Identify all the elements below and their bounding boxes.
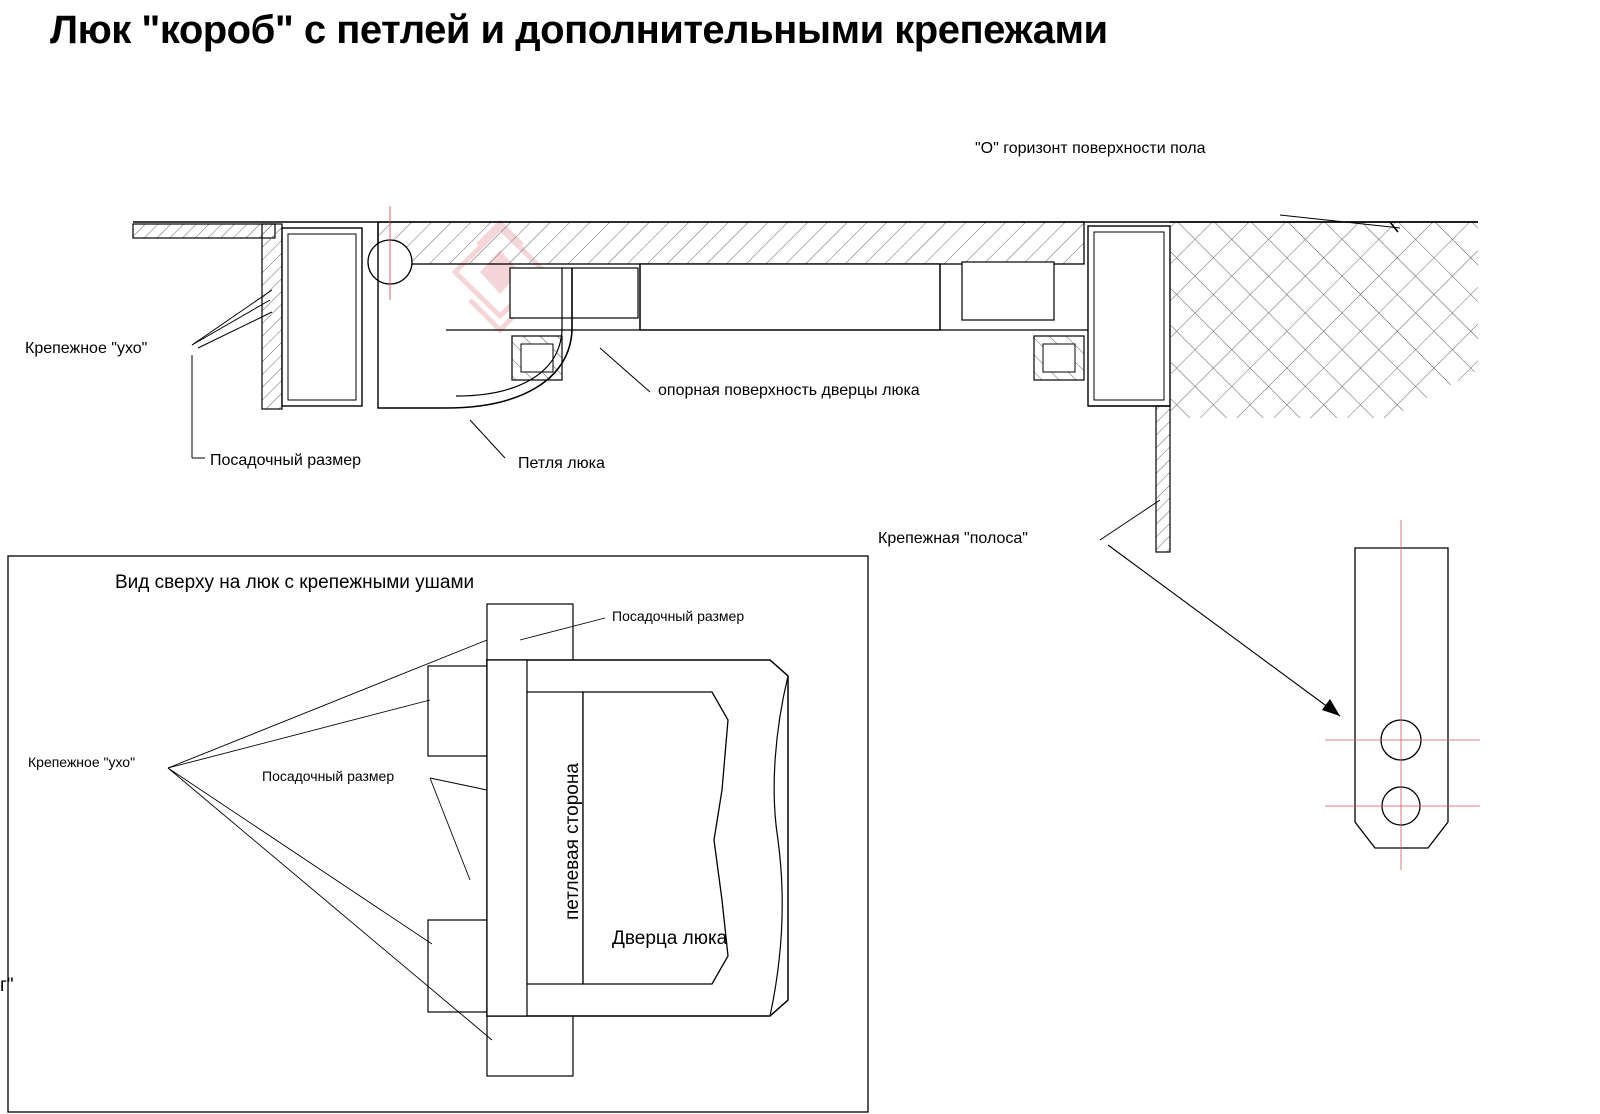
cross-section-view xyxy=(133,206,1478,552)
label-fastening-ear-section: Крепежное "ухо" xyxy=(25,340,148,357)
label-floor-level: "О" горизонт поверхности пола xyxy=(975,140,1206,157)
label-seat-size-topview-1: Посадочный размер xyxy=(612,608,745,624)
label-hinge: Петля люка xyxy=(518,455,605,472)
top-view-caption: Вид сверху на люк с крепежными ушами xyxy=(115,572,475,593)
label-fastening-strip: Крепежная "полоса" xyxy=(878,530,1028,547)
page-title: Люк "короб" с петлей и дополнительными крепежами xyxy=(50,8,1108,52)
label-hinge-side: петлевая сторона xyxy=(562,763,583,920)
label-seat-size-section: Посадочный размер xyxy=(210,452,361,469)
label-seat-size-topview-2: Посадочный размер xyxy=(262,768,395,784)
label-clipped-edge: г" xyxy=(0,975,14,996)
fastening-ear-detail xyxy=(1108,520,1480,870)
label-support-surface: опорная поверхность дверцы люка xyxy=(658,382,920,399)
label-fastening-ear-topview: Крепежное "ухо" xyxy=(28,754,136,770)
top-view-panel xyxy=(8,556,868,1112)
label-hatch-door: Дверца люка xyxy=(612,928,728,949)
